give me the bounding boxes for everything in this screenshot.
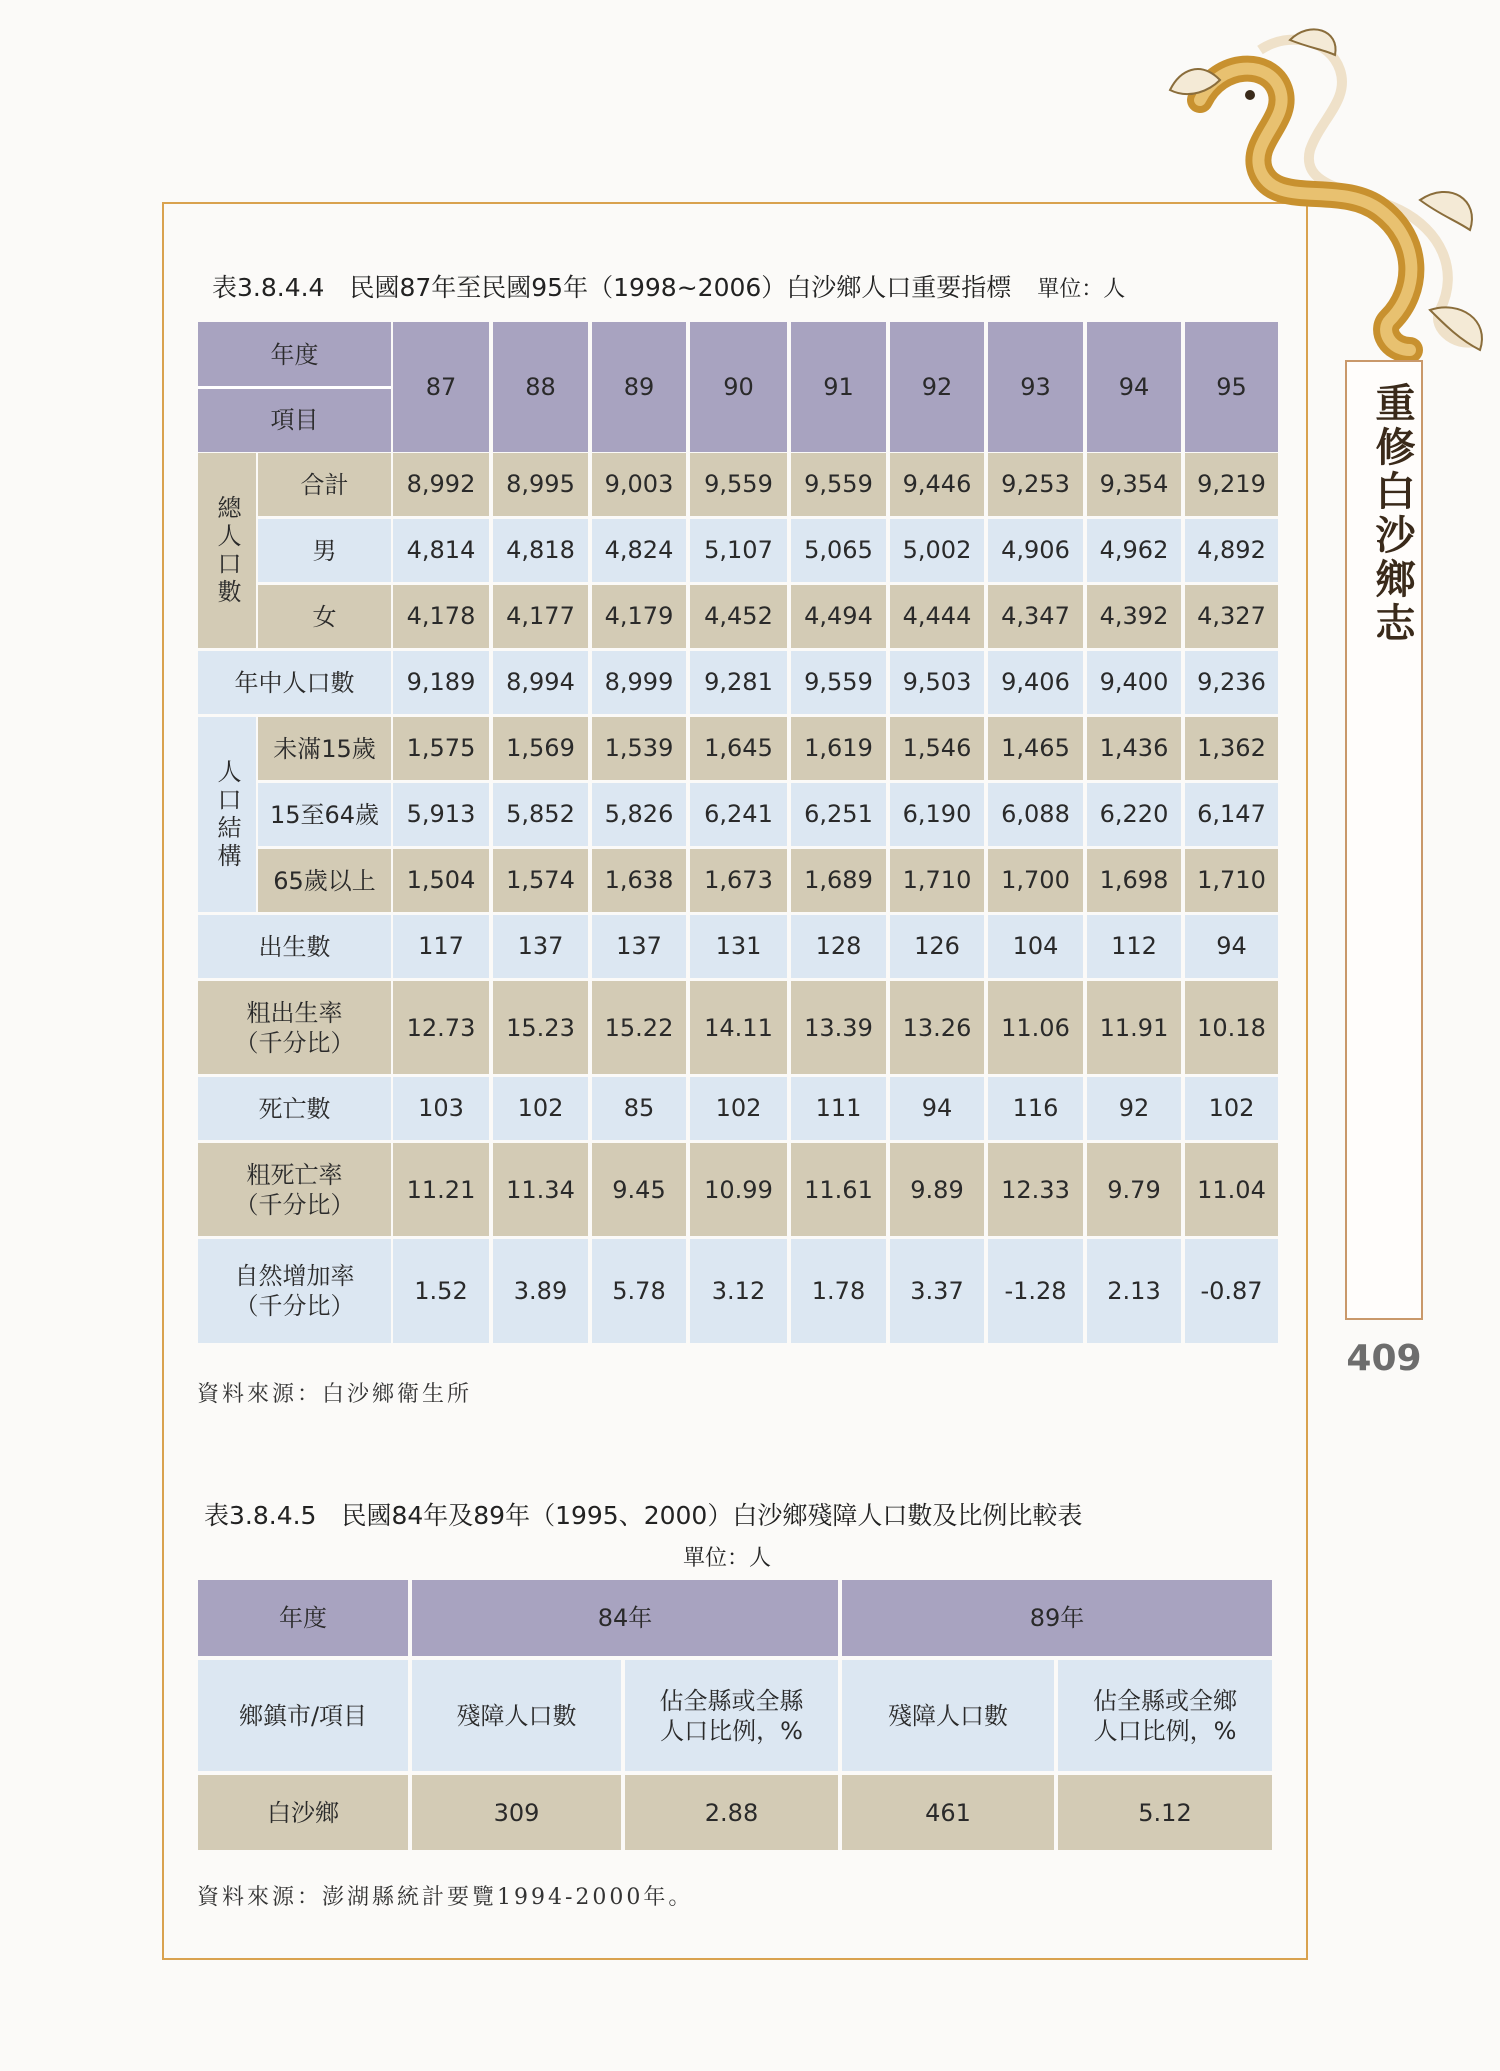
table-cell: 94 [1185,915,1278,978]
page-number: 409 [1346,1338,1422,1379]
table-cell: 1,638 [592,849,686,912]
table-cell: 4,814 [393,519,489,582]
row-label: 男 [258,519,391,582]
header-year-91: 91 [791,322,886,452]
table-cell: 11.61 [791,1143,886,1236]
header-year-92: 92 [890,322,984,452]
table-cell: 1,700 [988,849,1083,912]
t2-header-84: 84年 [412,1580,838,1656]
header-year-90: 90 [690,322,787,452]
row-label-main: 自然增加率 [234,1262,355,1290]
table-cell: 1.78 [791,1239,886,1343]
table-cell: 103 [393,1077,489,1140]
table-cell: 5,002 [890,519,984,582]
table1-caption [212,268,1125,304]
table-cell: 8,995 [493,453,588,516]
t2-col-ratio-89-line1: 佔全縣或全鄉 [1093,1686,1237,1715]
table-cell: 1,569 [493,717,588,780]
table-cell: 4,177 [493,585,588,648]
table-cell: 15.22 [592,981,686,1074]
row-label: 65歲以上 [258,849,391,912]
table-cell: 9,503 [890,651,984,714]
table-cell: 2.13 [1087,1239,1181,1343]
header-divider [198,386,391,389]
table-cell: 9,559 [791,453,886,516]
row-label-main: 粗死亡率 [246,1160,343,1189]
table-cell: 94 [890,1077,984,1140]
table2-caption: 表3.8.4.5 民國84年及89年（1995、2000）白沙鄉殘障人口數及比例比較表 [204,1501,1083,1530]
table-cell: 116 [988,1077,1083,1140]
t2-col-ratio-84-line2: 人口比例，% [660,1716,803,1745]
table-cell: 9,559 [690,453,787,516]
t2-col-disabled-89: 殘障人口數 [842,1660,1054,1771]
t2-header-year: 年度 [198,1580,408,1656]
t2-col-ratio-84 [625,1660,838,1771]
table-cell: 6,190 [890,783,984,846]
row-label [198,1239,391,1343]
row-label: 死亡數 [198,1077,391,1140]
row-label: 合計 [258,453,391,516]
table-cell: 8,994 [493,651,588,714]
t2-value: 309 [412,1775,621,1850]
row-label: 出生數 [198,915,391,978]
table-cell: 5.78 [592,1239,686,1343]
table-cell: 9,281 [690,651,787,714]
row-label: 年中人口數 [198,651,391,714]
table-cell: 9,446 [890,453,984,516]
table1-title: 表3.8.4.4 民國87年至民國95年（1998~2006）白沙鄉人口重要指標 [212,273,1012,302]
table-cell: 8,992 [393,453,489,516]
table-cell: 4,494 [791,585,886,648]
table-cell: 137 [592,915,686,978]
table-cell: 128 [791,915,886,978]
row-label-sub: （千分比） [234,1190,355,1219]
table-cell: 5,826 [592,783,686,846]
table-cell: 111 [791,1077,886,1140]
table-cell: 4,962 [1087,519,1181,582]
table-cell: 102 [690,1077,787,1140]
header-year-94: 94 [1087,322,1181,452]
table-cell: 9,219 [1185,453,1278,516]
table-cell: 6,220 [1087,783,1181,846]
table-cell: 11.06 [988,981,1083,1074]
header-year-93: 93 [988,322,1083,452]
table-cell: 11.21 [393,1143,489,1236]
table-cell: 117 [393,915,489,978]
row-label-sub: （千分比） [234,1028,355,1057]
group-population-structure: 人口結構 [198,717,256,912]
table-cell: 3.89 [493,1239,588,1343]
table-cell: 137 [493,915,588,978]
table-cell: 102 [493,1077,588,1140]
table-cell: 1,436 [1087,717,1181,780]
table-cell: 4,824 [592,519,686,582]
book-title: 重修白沙鄉志 [1369,382,1416,646]
header-year-label: 年度 [198,322,391,387]
t2-value: 461 [842,1775,1054,1850]
table-cell: 13.26 [890,981,984,1074]
table-cell: 1,465 [988,717,1083,780]
table-cell: 5,913 [393,783,489,846]
table-cell: 9.89 [890,1143,984,1236]
table-cell: 6,147 [1185,783,1278,846]
table-cell: 4,444 [890,585,984,648]
table-cell: 1,698 [1087,849,1181,912]
table-cell: 9,559 [791,651,886,714]
table-cell: 5,852 [493,783,588,846]
row-label: 未滿15歲 [258,717,391,780]
table-cell: 4,892 [1185,519,1278,582]
t2-row-label: 白沙鄉 [198,1775,408,1850]
table-cell: 3.12 [690,1239,787,1343]
table-cell: 11.04 [1185,1143,1278,1236]
table-cell: 4,327 [1185,585,1278,648]
table-cell: 92 [1087,1077,1181,1140]
row-label: 女 [258,585,391,648]
table-cell: 1,362 [1185,717,1278,780]
table-cell: 9.45 [592,1143,686,1236]
table-cell: 1,574 [493,849,588,912]
table-cell: 4,818 [493,519,588,582]
table-cell: 9,406 [988,651,1083,714]
table-cell: 9.79 [1087,1143,1181,1236]
row-label [198,981,391,1074]
table-cell: 8,999 [592,651,686,714]
table-cell: 1.52 [393,1239,489,1343]
table-cell: 9,354 [1087,453,1181,516]
table-cell: 6,088 [988,783,1083,846]
table-cell: 9,400 [1087,651,1181,714]
group-total-population: 總人口數 [198,453,256,648]
header-year-95: 95 [1185,322,1278,452]
table2-source: 資料來源：澎湖縣統計要覽1994-2000年。 [197,1885,694,1910]
header-year-89: 89 [592,322,686,452]
table-cell: 10.18 [1185,981,1278,1074]
table-cell: 11.91 [1087,981,1181,1074]
t2-col-ratio-84-line1: 佔全縣或全縣 [659,1686,804,1715]
table-cell: 1,575 [393,717,489,780]
table-cell: 9,236 [1185,651,1278,714]
table-cell: 104 [988,915,1083,978]
table-cell: 5,065 [791,519,886,582]
table-cell: 85 [592,1077,686,1140]
t2-col-ratio-89 [1058,1660,1272,1771]
table-cell: 112 [1087,915,1181,978]
table-cell: 4,906 [988,519,1083,582]
t2-value: 2.88 [625,1775,838,1850]
chapter-sidebar [1345,360,1423,1320]
row-label-sub: （千分比） [234,1292,355,1320]
table-cell: 5,107 [690,519,787,582]
table-cell: 4,392 [1087,585,1181,648]
table-cell: 14.11 [690,981,787,1074]
t2-col-disabled-84: 殘障人口數 [412,1660,621,1771]
table-cell: 9,003 [592,453,686,516]
t2-value: 5.12 [1058,1775,1272,1850]
table-cell: 1,673 [690,849,787,912]
row-label-main: 粗出生率 [246,998,343,1027]
table-cell: 6,251 [791,783,886,846]
table-cell: 15.23 [493,981,588,1074]
table-cell: 11.34 [493,1143,588,1236]
header-year-88: 88 [493,322,588,452]
table-cell: 13.39 [791,981,886,1074]
table-cell: 1,710 [1185,849,1278,912]
table-cell: 6,241 [690,783,787,846]
table-cell: 1,645 [690,717,787,780]
table-cell: 3.37 [890,1239,984,1343]
table-cell: 1,546 [890,717,984,780]
header-item-label: 項目 [198,387,391,452]
t2-header-item: 鄉鎮市/項目 [198,1660,408,1771]
table-cell: 1,504 [393,849,489,912]
table-cell: 10.99 [690,1143,787,1236]
table-cell: 9,253 [988,453,1083,516]
table-cell: 9,189 [393,651,489,714]
table-cell: 12.73 [393,981,489,1074]
table1-unit: 單位：人 [1037,277,1126,302]
table-cell: 126 [890,915,984,978]
table-cell: -1.28 [988,1239,1083,1343]
table-cell: 4,347 [988,585,1083,648]
table-cell: 1,710 [890,849,984,912]
table-cell: 1,619 [791,717,886,780]
row-label [198,1143,391,1236]
table-cell: 4,179 [592,585,686,648]
table-cell: 1,689 [791,849,886,912]
table-cell: 1,539 [592,717,686,780]
row-label: 15至64歲 [258,783,391,846]
table-cell: 12.33 [988,1143,1083,1236]
table2-unit: 單位：人 [683,1546,772,1571]
t2-col-ratio-89-line2: 人口比例，% [1093,1716,1237,1745]
table-cell: 102 [1185,1077,1278,1140]
table-cell: 131 [690,915,787,978]
table1-source: 資料來源：白沙鄉衛生所 [197,1382,473,1407]
table-cell: 4,452 [690,585,787,648]
table-cell: 4,178 [393,585,489,648]
header-year-87: 87 [393,322,489,452]
table-cell: -0.87 [1185,1239,1278,1343]
t2-header-89: 89年 [842,1580,1272,1656]
